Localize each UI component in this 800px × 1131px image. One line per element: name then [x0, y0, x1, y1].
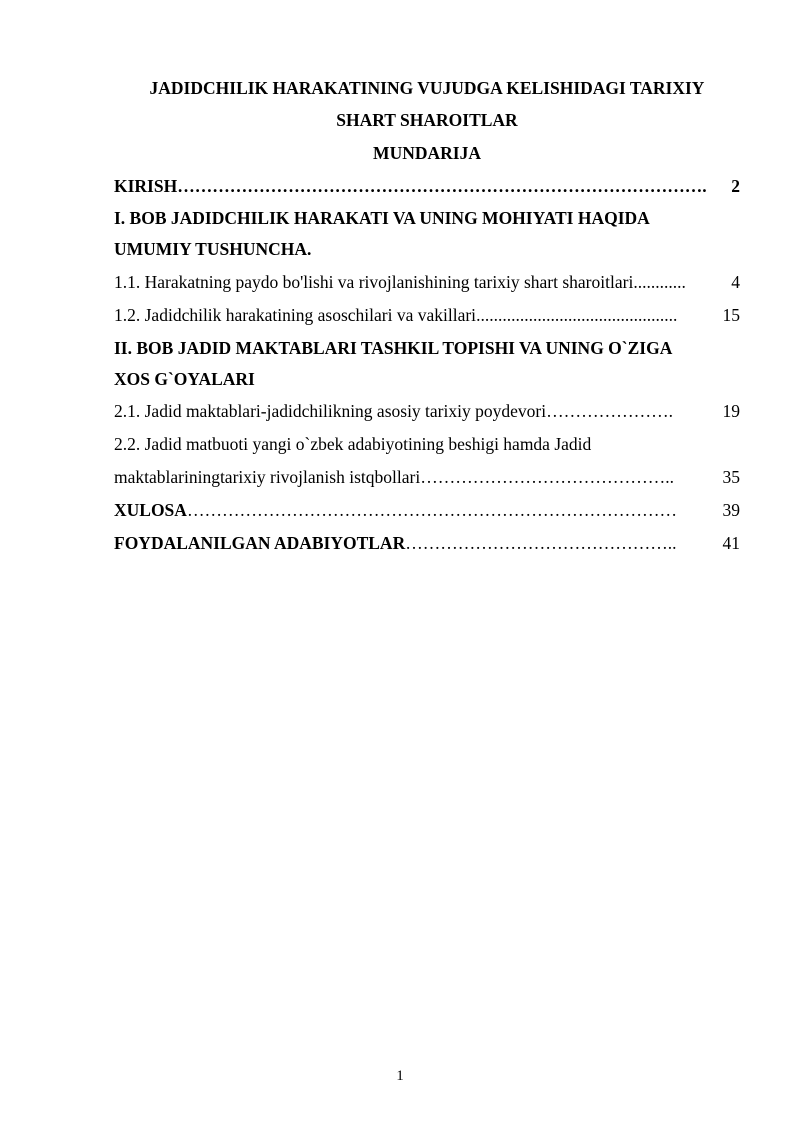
toc-page-number: 39 [722, 500, 740, 520]
toc-chapter-1-heading-line-2: UMUMIY TUSHUNCHA. [114, 239, 312, 259]
page-number: 1 [396, 1068, 404, 1084]
toc-page-number: 41 [722, 533, 740, 553]
toc-entry-kirish [114, 174, 740, 198]
document-title-line-1: JADIDCHILIK HARAKATINING VUJUDGA KELISHIDAGI TARIXIY [149, 78, 705, 98]
toc-entry-1-1 [114, 270, 740, 294]
toc-leader-dots: ………………………………………………………………………………. [177, 176, 707, 196]
toc-entry-label: 1.2. Jadidchilik harakatining asoschilari va vakillari [114, 305, 477, 325]
toc-leader-dots: …………………………………….. [420, 467, 674, 487]
toc-page-number: 35 [722, 467, 740, 487]
toc-entry-label: XULOSA [114, 500, 187, 520]
toc-entry-2-2 [114, 465, 740, 489]
toc-leader-dots: ............ [633, 272, 686, 292]
toc-chapter-2-heading-line-1: II. BOB JADID MAKTABLARI TASHKIL TOPISHI VA UNING O`ZIGA [114, 338, 673, 358]
toc-chapter-2-heading-line-2: XOS G`OYALARI [114, 369, 255, 389]
toc-entry-label: FOYDALANILGAN ADABIYOTLAR [114, 533, 406, 553]
toc-page-number: 2 [731, 176, 740, 196]
toc-entry-label: 1.1. Harakatning paydo bo'lishi va rivojlanishining tarixiy shart sharoitlari [114, 272, 634, 292]
toc-entry-label: maktablariningtarixiy rivojlanish istqbollari [114, 467, 421, 487]
toc-page-number: 4 [731, 272, 740, 292]
document-title-line-2: SHART SHAROITLAR [336, 110, 518, 130]
toc-entry-xulosa [114, 498, 740, 522]
toc-page-number: 15 [722, 305, 740, 325]
toc-entry-label: 2.1. Jadid maktablari-jadidchilikning asosiy tarixiy poydevori [114, 401, 547, 421]
toc-entry-2-1 [114, 399, 740, 423]
toc-leader-dots: ……………………………………….. [405, 533, 677, 553]
toc-entry-1-2 [114, 303, 740, 327]
toc-entry-label: KIRISH [114, 176, 178, 196]
toc-heading: MUNDARIJA [373, 143, 481, 163]
toc-leader-dots: .............................................. [476, 305, 678, 325]
toc-entry-2-2-line-1: 2.2. Jadid matbuoti yangi o`zbek adabiyotining beshigi hamda Jadid [114, 434, 592, 454]
toc-chapter-1-heading-line-1: I. BOB JADIDCHILIK HARAKATI VA UNING MOHIYATI HAQIDA [114, 208, 650, 228]
toc-leader-dots: …………………. [546, 401, 673, 421]
toc-entry-adabiyotlar [114, 531, 740, 555]
toc-page-number: 19 [722, 401, 740, 421]
toc-leader-dots: ………………………………………………………………………… [186, 500, 677, 520]
